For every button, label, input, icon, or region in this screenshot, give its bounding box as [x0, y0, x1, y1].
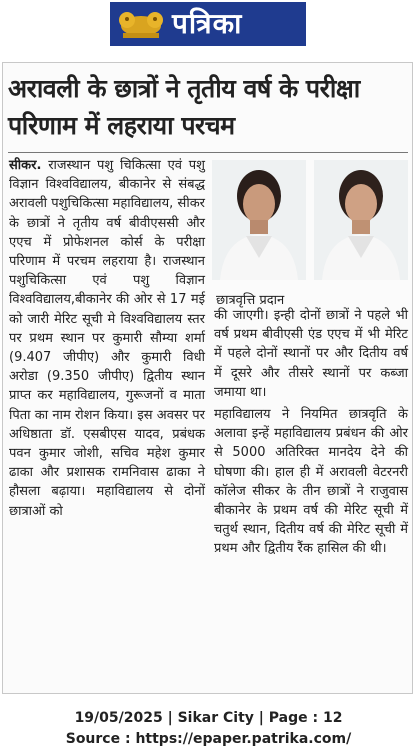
- lion-emblem-icon: [110, 2, 172, 46]
- left-paragraph: राजस्थान पशु चिकित्सा एवं पशु विज्ञान विश्वविद्यालय, बीकानेर से संबद्ध अरावली पशुचिकित्सा महाविद्यालय, सीकर के छात्रों ने तृतीय वर्ष बीवीएससी और एएच में प्रोफेशनल कोर्स के परीक्षा परिणाम में परचम लहराया है। राजस्थान पशुचिकित्सा एवं पशु विज्ञान विश्वविद्यालय,बीकानेर की ओर से 17 मई को जारी मेरिट सूची मे विश्वविद्यालय स्तर पर प्रथम स्थान पर कुमारी सौम्या शर्मा (9.407 जीपीए) और कुमारी विधी अरोडा (9.350 जीपीए) द्वितीय स्थान प्राप्त कर महाविद्यालय, गुरूजनों व माता पिता का नाम रोशन किया। इस अवसर पर अधिष्ठाता डॉ. एसबीएस यादव, प्रबंधक पवन कुमार जोशी, सचिव महेश कुमार ढाका और प्रशासक रामनिवास ढाका ने हौसला बढ़ाया। महाविद्यालय से दोनों छात्राओं को: [9, 158, 205, 519]
- article-headline: अरावली के छात्रों ने तृतीय वर्ष के परीक्षा परिणाम में लहराया परचम: [8, 74, 360, 140]
- footer-date-line: 19/05/2025 | Sikar City | Page : 12: [74, 710, 343, 726]
- photo-caption: छात्रवृत्ति प्रदान: [216, 293, 285, 308]
- article-body-left: [9, 156, 205, 524]
- masthead-logo: [110, 2, 306, 46]
- headline-divider: [8, 152, 408, 153]
- right-paragraph-2: महाविद्यालय ने नियमित छात्रवृति के अलावा इन्हें महाविद्यालय प्रबंधन की ओर से 5000 अतिरिक्त मानदेय देने की घोषणा की। हाल ही में अरावली वेटरनरी कॉलेज सीकर के तीन छात्रों ने राजुवास बीकानेर के प्रथम वर्ष की मेरिट सूची में चतुर्थ स्थान, दितीय वर्ष की मेरिट सूची में प्रथम और द्वितीय रैंक हासिल की थी।: [214, 407, 408, 557]
- student-photo-right: [314, 160, 408, 280]
- article-body-right: [214, 306, 408, 562]
- student-photo-left: [212, 160, 306, 280]
- right-paragraph-1: की जाएगी। इन्ही दोनों छात्रों ने पहले भी वर्ष प्रथम बीवीएसी एंड एएच में भी मेरिट में पहले दोनों स्थानों पर और दितीय वर्ष में दूसरे और तीसरे स्थानों पर कब्जा जमाया था।: [214, 308, 408, 400]
- brand-name: पत्रिका: [172, 7, 243, 40]
- footer-source-link[interactable]: Source : https://epaper.patrika.com/: [65, 731, 352, 747]
- dateline: सीकर.: [9, 158, 42, 173]
- student-photos: [212, 160, 412, 282]
